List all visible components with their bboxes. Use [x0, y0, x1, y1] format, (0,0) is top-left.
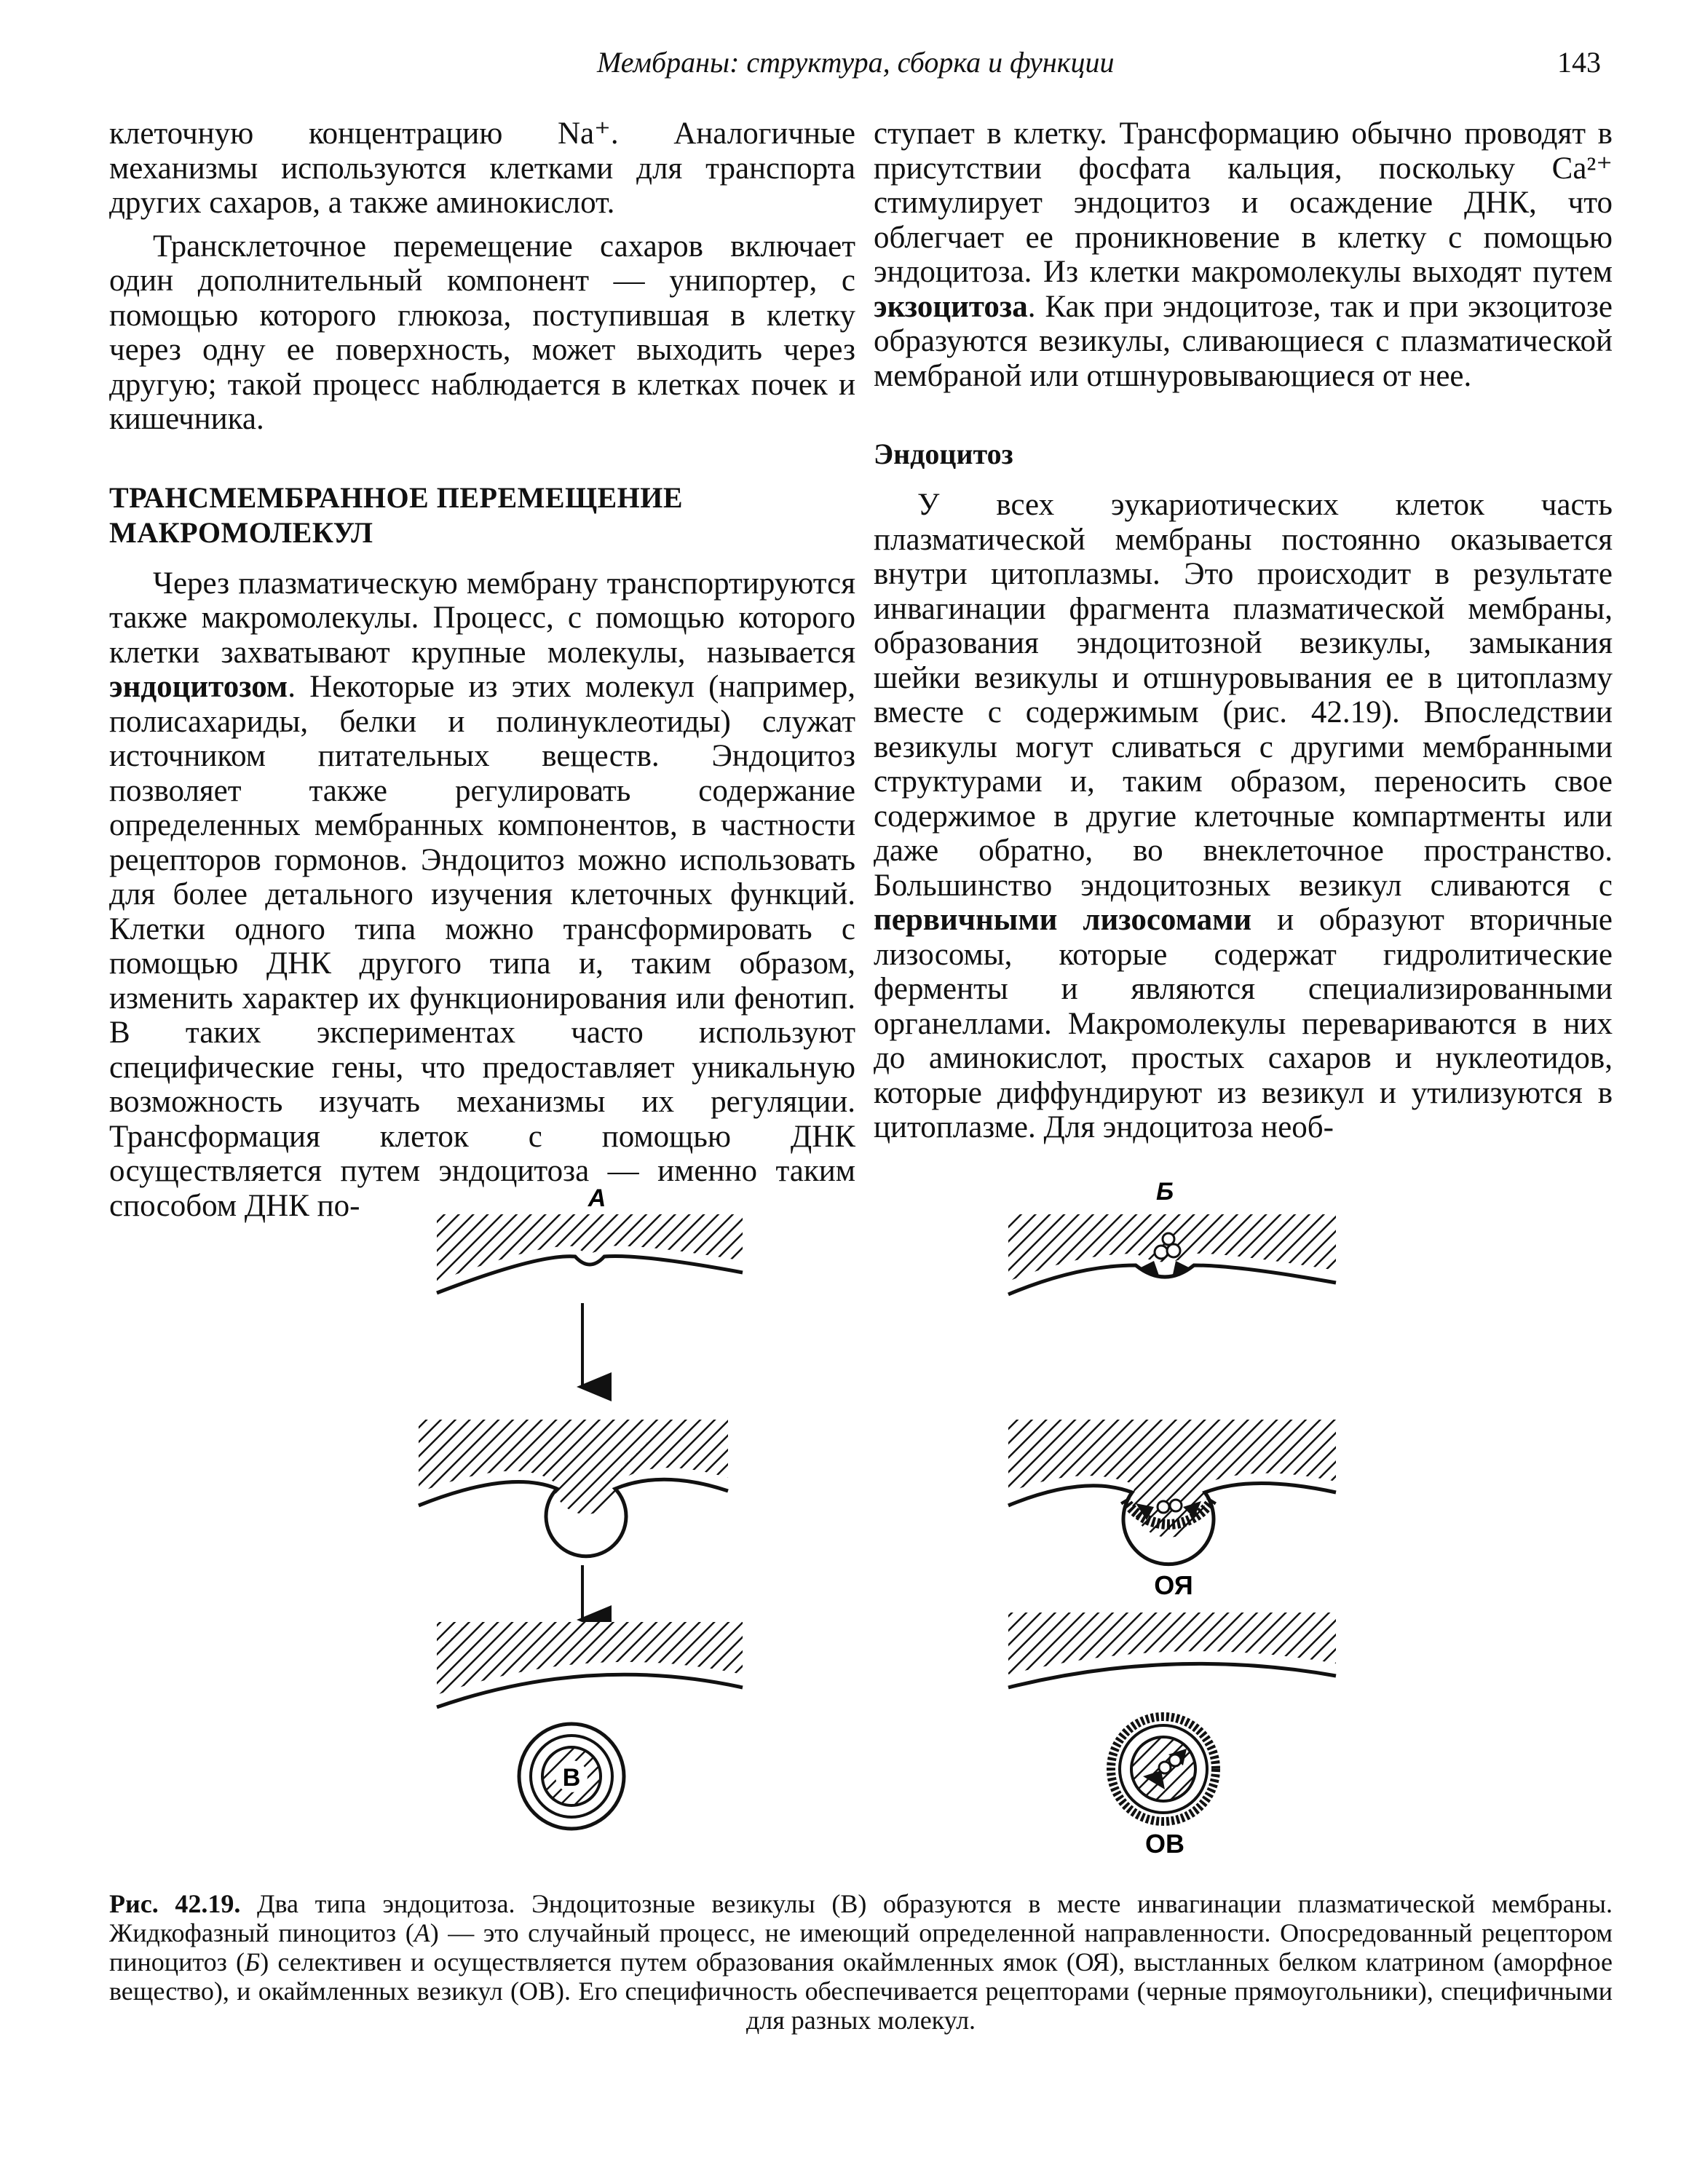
figure-endocytosis [0, 1165, 1681, 1878]
figure-caption [109, 1889, 1613, 2035]
membrane-panel-b2 [1008, 1420, 1336, 1564]
text: . Некоторые из этих молекул (например, полисахариды, белки и полинуклеотиды) служат источником питательных веществ. Эндоцитоз позволяет также регулировать содержание определенных мембранных компонентов, в частности рецепторов гормонов. Эндоцитоз можно использовать для более детального изучения клеточных функций. Клетки одного типа можно трансформировать с помощью ДНК другого типа и, таким образом, изменить характер их функционирования или фенотип. В таких экспериментах часто используют специфические гены, что предоставляет уникальную возможность изучать механизмы их регуляции. Трансформация клеток с помощью ДНК осуществляется путем эндоцитоза — именно таким способом ДНК по- [109, 670, 855, 1223]
text: ступает в клетку. Трансформацию обычно проводят в присутствии фосфата кальция, поскольку Ca²⁺ стимулирует эндоцитоз и осаждение ДНК, что облегчает ее проникновение в клетку с помощью эндоцитоза. Из клетки макромолекулы выходят путем [874, 116, 1613, 289]
section-heading: ТРАНСМЕМБРАННОЕ ПЕРЕМЕЩЕНИЕ МАКРОМОЛЕКУЛ [109, 480, 684, 549]
term-primary-lysosomes: первичными лизосомами [874, 903, 1252, 937]
text: . Как при эндоцитозе, так и при экзоцитозе образуются везикулы, сливающиеся с плазматической мембраной или отшнуровывающиеся от нее. [874, 289, 1613, 393]
paragraph [109, 566, 855, 1224]
caption-text: Два типа эндоцитоза. Эндоцитозные везикулы (В) образуются в месте инвагинации плазматической мембраны. Жидкофазный пиноцитоз ( [109, 1889, 1613, 1947]
label-b: Б [1155, 1178, 1174, 1206]
caption-number: Рис. 42.19. [109, 1889, 241, 1918]
text: и образуют вторичные лизосомы, которые содержат гидролитические ферменты и являются специализированными органеллами. Макромолекулы перевариваются в них до аминокислот, простых сахаров и нуклеотидов, которые диффундируют из везикул и утилизуются в цитоплазме. Для эндоцитоза необ- [874, 903, 1613, 1144]
caption-text: ) — это случайный процесс, не имеющий определенной направленности. Опосредованный рецептором пиноцитоз ( [109, 1918, 1613, 1977]
membrane-panel-a2 [419, 1420, 728, 1556]
endocytosis-diagram [0, 1165, 1681, 1878]
caption-italic: Б [244, 1947, 261, 1977]
membrane-panel-b1 [1008, 1214, 1336, 1294]
subsection-heading: Эндоцитоз [874, 438, 1013, 470]
term-endocytosis: эндоцитозом [109, 670, 288, 704]
left-column [109, 116, 855, 1223]
membrane-panel-b3 [1008, 1613, 1336, 1688]
running-head [0, 45, 1681, 89]
text: У всех эукариотических клеток часть плазматической мембраны постоянно оказывается внутри цитоплазмы. Это происходит в результате инвагинации фрагмента плазматической мембраны, образования эндоцитозной везикулы, замыкания шейки везикулы и отшнуровывания ее в цитоплазму вместе с содержимым (рис. 42.19). Впоследствии везикулы могут сливаться с другими мембранными структурами и, таким образом, переносить свое содержимое в другие клеточные компартменты или даже обратно, во внеклеточное пространство. Большинство эндоцитозных везикул сливаются с [874, 488, 1613, 903]
paragraph [874, 488, 1613, 1145]
right-column [874, 116, 1613, 1145]
label-coated-pit: ОЯ [1154, 1570, 1193, 1600]
page-number: 143 [1557, 46, 1601, 79]
paragraph [874, 116, 1613, 393]
paragraph: Трансклеточное перемещение сахаров включает один дополнительный компонент — унипортер, с помощью которого глюкоза, поступившая в клетку через одну ее поверхность, может выходить через другую; такой процесс наблюдается в клетках почек и кишечника. [109, 229, 855, 436]
text: Через плазматическую мембрану транспортируются также макромолекулы. Процесс, с помощью которого клетки захватывают крупные молекулы, называется [109, 566, 855, 670]
running-title: Мембраны: структура, сборка и функции [597, 46, 1115, 79]
label-coated-vesicle: ОВ [1145, 1829, 1184, 1859]
membrane-panel-a1 [437, 1214, 743, 1293]
term-exocytosis: экзоцитоза [874, 289, 1028, 324]
label-vesicle: В [562, 1764, 581, 1792]
caption-text: ) селективен и осуществляется путем образования окаймленных ямок (ОЯ), выстланных белком клатрином (аморфное вещество), и окаймленных везикул (ОВ). Его специфичность обеспечивается рецепторами (черные прямоугольники), специфичными для разных молекул. [109, 1947, 1613, 2035]
label-a: А [588, 1184, 606, 1212]
caption-italic: А [414, 1918, 430, 1947]
coated-vesicle [1111, 1717, 1216, 1821]
vesicle [519, 1724, 624, 1829]
membrane-panel-a3 [437, 1622, 743, 1707]
paragraph: клеточную концентрацию Na⁺. Аналогичные механизмы используются клетками для транспорта других сахаров, а также аминокислот. [109, 116, 855, 220]
